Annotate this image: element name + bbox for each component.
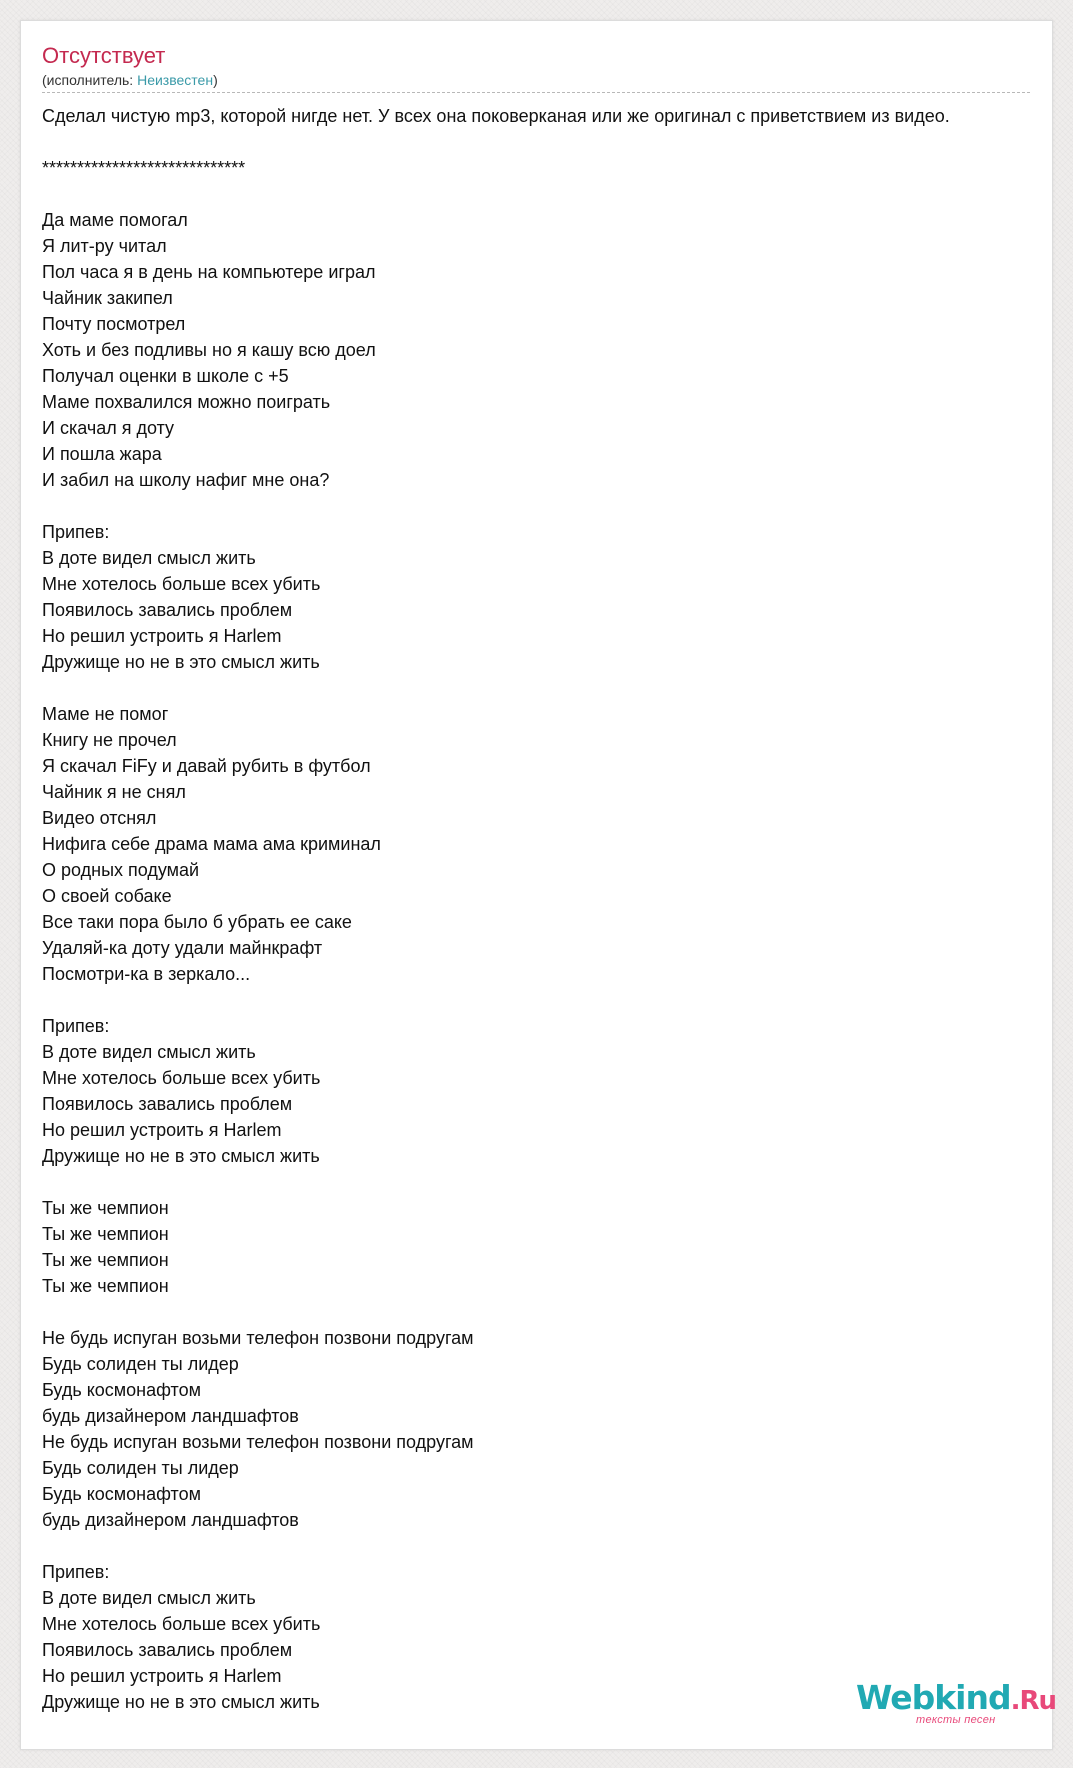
lyric-line: В доте видел смысл жить xyxy=(42,1042,256,1062)
lyric-line: Мне хотелось больше всех убить xyxy=(42,1614,321,1634)
lyric-line: О своей собаке xyxy=(42,886,172,906)
lyric-line: Ты же чемпион xyxy=(42,1250,169,1270)
lyric-line: Все таки пора было б убрать ее саке xyxy=(42,912,352,932)
song-title: Отсутствует xyxy=(42,43,166,68)
lyric-line: будь дизайнером ландшафтов xyxy=(42,1510,299,1530)
lyric-line: Но решил устроить я Harlem xyxy=(42,626,282,646)
lyric-line: Будь солиден ты лидер xyxy=(42,1458,239,1478)
lyric-line: Ты же чемпион xyxy=(42,1224,169,1244)
lyric-line: Хоть и без подливы но я кашу всю доел xyxy=(42,340,376,360)
lyric-line: Появилось завались проблем xyxy=(42,1640,293,1660)
lyric-line: Посмотри-ка в зеркало... xyxy=(42,964,251,984)
lyric-line: В доте видел смысл жить xyxy=(42,1588,256,1608)
lyric-line: Будь космонафтом xyxy=(42,1380,201,1400)
lyric-line: Дружище но не в это смысл жить xyxy=(42,1146,320,1166)
lyric-line: Дружище но не в это смысл жить xyxy=(42,652,320,672)
logo-domain-text: .Ru xyxy=(1010,1686,1057,1716)
lyric-line: Ты же чемпион xyxy=(42,1198,169,1218)
lyric-line: Но решил устроить я Harlem xyxy=(42,1666,282,1686)
lyric-line xyxy=(42,1533,1053,1559)
lyric-line: Ты же чемпион xyxy=(42,1276,169,1296)
lyric-line: И забил на школу нафиг мне она? xyxy=(42,470,330,490)
lyric-line: Мне хотелось больше всех убить xyxy=(42,1068,321,1088)
lyric-line: И пошла жара xyxy=(42,444,162,464)
lyric-line: Удаляй-ка доту удали майнкрафт xyxy=(42,938,323,958)
lyric-line: Чайник закипел xyxy=(42,288,173,308)
lyric-line: И скачал я доту xyxy=(42,418,175,438)
lyric-line: Видео отснял xyxy=(42,808,157,828)
lyric-line: Припев: xyxy=(42,522,110,542)
lyric-line: Не будь испуган возьми телефон позвони подругам xyxy=(42,1432,474,1452)
site-logo[interactable] xyxy=(856,1678,1057,1730)
lyric-line: Будь солиден ты лидер xyxy=(42,1354,239,1374)
artist-prefix: (исполнитель: xyxy=(42,72,138,88)
lyric-line: Маме не помог xyxy=(42,704,169,724)
lyric-line: Появилось завались проблем xyxy=(42,1094,293,1114)
lyric-line: Припев: xyxy=(42,1016,110,1036)
lyric-line: Не будь испуган возьми телефон позвони подругам xyxy=(42,1328,474,1348)
lyric-line: Сделал чистую mp3, которой нигде нет. У всех она поковерканая или же оригинал с приветствием из видео. xyxy=(42,106,950,126)
lyric-line: О родных подумай xyxy=(42,860,200,880)
lyric-line: Но решил устроить я Harlem xyxy=(42,1120,282,1140)
lyric-line: Книгу не прочел xyxy=(42,730,177,750)
lyric-line: Появилось завались проблем xyxy=(42,600,293,620)
lyric-line: Почту посмотрел xyxy=(42,314,186,334)
lyric-line: Нифига себе драма мама ама криминал xyxy=(42,834,381,854)
lyric-line: Да маме помогал xyxy=(42,210,188,230)
artist-line xyxy=(42,71,1030,93)
lyric-line xyxy=(42,493,1053,519)
lyric-line: Мне хотелось больше всех убить xyxy=(42,574,321,594)
lyric-line: Получал оценки в школе с +5 xyxy=(42,366,289,386)
lyric-line: В доте видел смысл жить xyxy=(42,548,256,568)
lyric-line: Я лит-ру читал xyxy=(42,236,167,256)
song-header xyxy=(42,43,1030,93)
logo-main-text: Webkind xyxy=(856,1678,1011,1717)
lyric-line: Припев: xyxy=(42,1562,110,1582)
lyric-line: Чайник я не снял xyxy=(42,782,186,802)
artist-link[interactable]: Неизвестен xyxy=(137,72,214,88)
lyric-line xyxy=(42,987,1053,1013)
lyrics-text xyxy=(42,103,1053,1715)
logo-tagline: тексты песен xyxy=(916,1714,996,1726)
lyric-line xyxy=(42,129,1053,155)
lyric-line: Пол часа я в день на компьютере играл xyxy=(42,262,376,282)
lyrics-card xyxy=(20,20,1053,1750)
lyric-line: Маме похвалился можно поиграть xyxy=(42,392,331,412)
lyric-line xyxy=(42,675,1053,701)
lyric-line: Будь космонафтом xyxy=(42,1484,201,1504)
lyric-line: Дружище но не в это смысл жить xyxy=(42,1692,320,1712)
lyric-line: Я скачал FiFy и давай рубить в футбол xyxy=(42,756,371,776)
lyric-line: ***************************** xyxy=(42,158,246,178)
artist-suffix: ) xyxy=(213,72,218,88)
lyric-line: будь дизайнером ландшафтов xyxy=(42,1406,299,1426)
lyric-line xyxy=(42,1169,1053,1195)
lyric-line xyxy=(42,181,1053,207)
lyric-line xyxy=(42,1299,1053,1325)
